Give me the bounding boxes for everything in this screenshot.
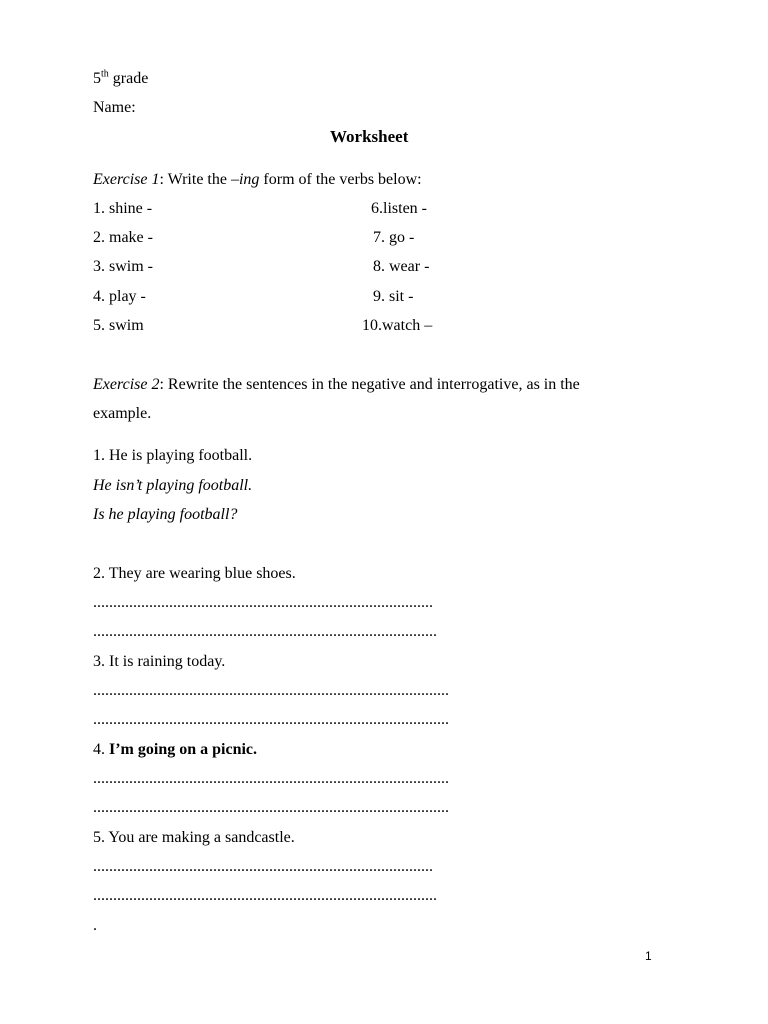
answer-line[interactable]: ......................................................................................... bbox=[93, 799, 449, 816]
grade-superscript: th bbox=[101, 68, 109, 80]
verb-item: 7. go - bbox=[373, 229, 415, 246]
verb-item: 6.listen - bbox=[371, 200, 427, 217]
trailing-dot: . bbox=[93, 917, 97, 934]
name-label: Name: bbox=[93, 99, 136, 116]
example-negative: He isn’t playing football. bbox=[93, 477, 253, 494]
answer-line[interactable]: ...................................................................................... bbox=[93, 623, 437, 640]
grade-number: 5 bbox=[93, 70, 101, 87]
exercise2-instr-line2: example. bbox=[93, 405, 152, 422]
example-sentence: 1. He is playing football. bbox=[93, 447, 253, 464]
verb-item: 1. shine - bbox=[93, 200, 153, 217]
verb-item: 4. play - bbox=[93, 288, 146, 305]
exercise1-ing: –ing bbox=[230, 171, 260, 188]
exercise-sentence: 3. It is raining today. bbox=[93, 653, 226, 670]
exercise-sentence: 2. They are wearing blue shoes. bbox=[93, 565, 296, 582]
answer-line[interactable]: ..................................................................................... bbox=[93, 594, 433, 611]
example-question: Is he playing football? bbox=[93, 506, 238, 523]
verb-item: 3. swim - bbox=[93, 258, 153, 275]
exercise1-instruction bbox=[93, 170, 422, 190]
grade-label bbox=[93, 69, 148, 89]
answer-line[interactable]: ...................................................................................... bbox=[93, 887, 437, 904]
exercise-sentence: 5. You are making a sandcastle. bbox=[93, 829, 295, 846]
page-number: 1 bbox=[645, 949, 652, 963]
verb-item: 5. swim bbox=[93, 317, 144, 334]
answer-line[interactable]: ..................................................................................... bbox=[93, 858, 433, 875]
answer-line[interactable]: ......................................................................................... bbox=[93, 711, 449, 728]
exercise1-instr-b: form of the verbs below: bbox=[259, 171, 422, 188]
verb-item: 8. wear - bbox=[373, 258, 430, 275]
verb-item: 9. sit - bbox=[373, 288, 414, 305]
answer-line[interactable]: ......................................................................................... bbox=[93, 770, 449, 787]
exercise-sentence-text: I’m going on a picnic. bbox=[109, 741, 258, 758]
verb-item: 10.watch – bbox=[362, 317, 433, 334]
exercise1-instr-a: : Write the bbox=[159, 171, 231, 188]
exercise2-label: Exercise 2 bbox=[93, 376, 160, 393]
exercise1-label: Exercise 1 bbox=[93, 171, 160, 188]
page-title: Worksheet bbox=[330, 127, 409, 146]
exercise2-instruction bbox=[93, 375, 580, 395]
exercise2-instr-line1: : Rewrite the sentences in the negative and interrogative, as in the bbox=[159, 376, 580, 393]
verb-item: 2. make - bbox=[93, 229, 153, 246]
exercise-sentence bbox=[93, 740, 257, 760]
grade-word: grade bbox=[108, 70, 149, 87]
exercise-sentence-number: 4. bbox=[93, 741, 109, 758]
answer-line[interactable]: ......................................................................................... bbox=[93, 682, 449, 699]
